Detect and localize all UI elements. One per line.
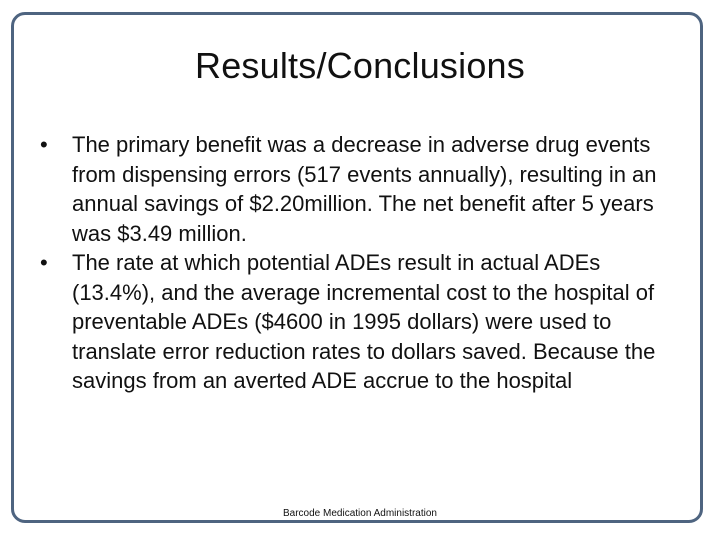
bullet-item [30,130,680,248]
bullet-list [30,130,680,396]
bullet-item [30,248,680,396]
bullet-text: The primary benefit was a decrease in adverse drug events from dispensing errors (517 events annually), resulting in an annual savings of $2.20million. The net benefit after 5 years was $3.49 million. [72,132,657,246]
slide-footer: Barcode Medication Administration [283,508,437,519]
bullet-marker: • [40,250,48,275]
slide-title: Results/Conclusions [195,45,525,86]
bullet-marker: • [40,132,48,157]
bullet-text: The rate at which potential ADEs result in actual ADEs (13.4%), and the average incremental cost to the hospital of preventable ADEs ($4600 in 1995 dollars) were used to translate error reduction rates to dollars saved. Because the savings from an averted ADE accrue to the hospital [72,250,656,393]
